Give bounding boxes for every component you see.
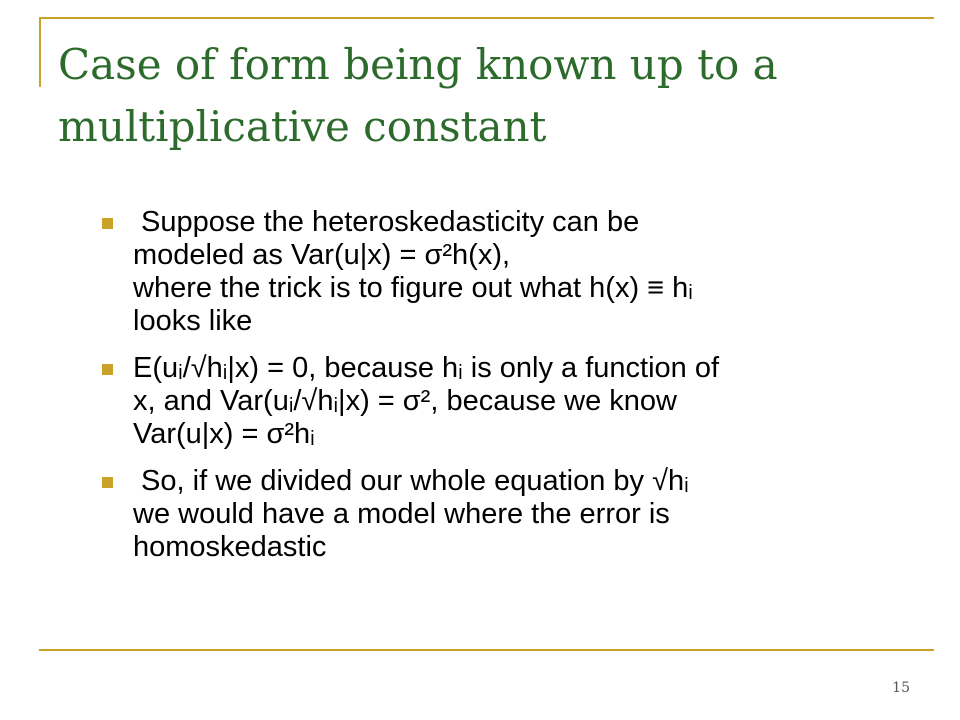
bullet-line: x, and Var(uᵢ/√hᵢ|x) = σ², because we know xyxy=(133,385,677,417)
square-bullet-icon xyxy=(102,364,113,375)
square-bullet-icon xyxy=(102,218,113,229)
decorative-top-line xyxy=(39,17,934,19)
page-number: 15 xyxy=(892,680,910,696)
bullet-item xyxy=(100,352,900,451)
bullet-list xyxy=(100,206,900,578)
bullet-line: E(uᵢ/√hᵢ|x) = 0, because hᵢ is only a function of xyxy=(133,352,720,384)
bullet-line: Var(u|x) = σ²hᵢ xyxy=(133,418,315,450)
bullet-line: homoskedastic xyxy=(133,531,327,563)
bullet-item xyxy=(100,465,900,564)
bullet-line: looks like xyxy=(133,305,253,337)
bullet-line: we would have a model where the error is xyxy=(133,498,670,530)
decorative-vertical-line xyxy=(39,17,41,87)
bullet-item xyxy=(100,206,900,338)
bullet-line: modeled as Var(u|x) = σ²h(x), xyxy=(133,239,511,271)
decorative-bottom-line xyxy=(39,649,934,651)
bullet-line: So, if we divided our whole equation by √hᵢ xyxy=(133,465,689,497)
square-bullet-icon xyxy=(102,477,113,488)
bullet-line: where the trick is to figure out what h(x) ≡ hᵢ xyxy=(133,272,693,304)
slide-title: Case of form being known up to a multiplicative constant xyxy=(58,40,778,151)
bullet-line: Suppose the heteroskedasticity can be xyxy=(133,206,640,238)
